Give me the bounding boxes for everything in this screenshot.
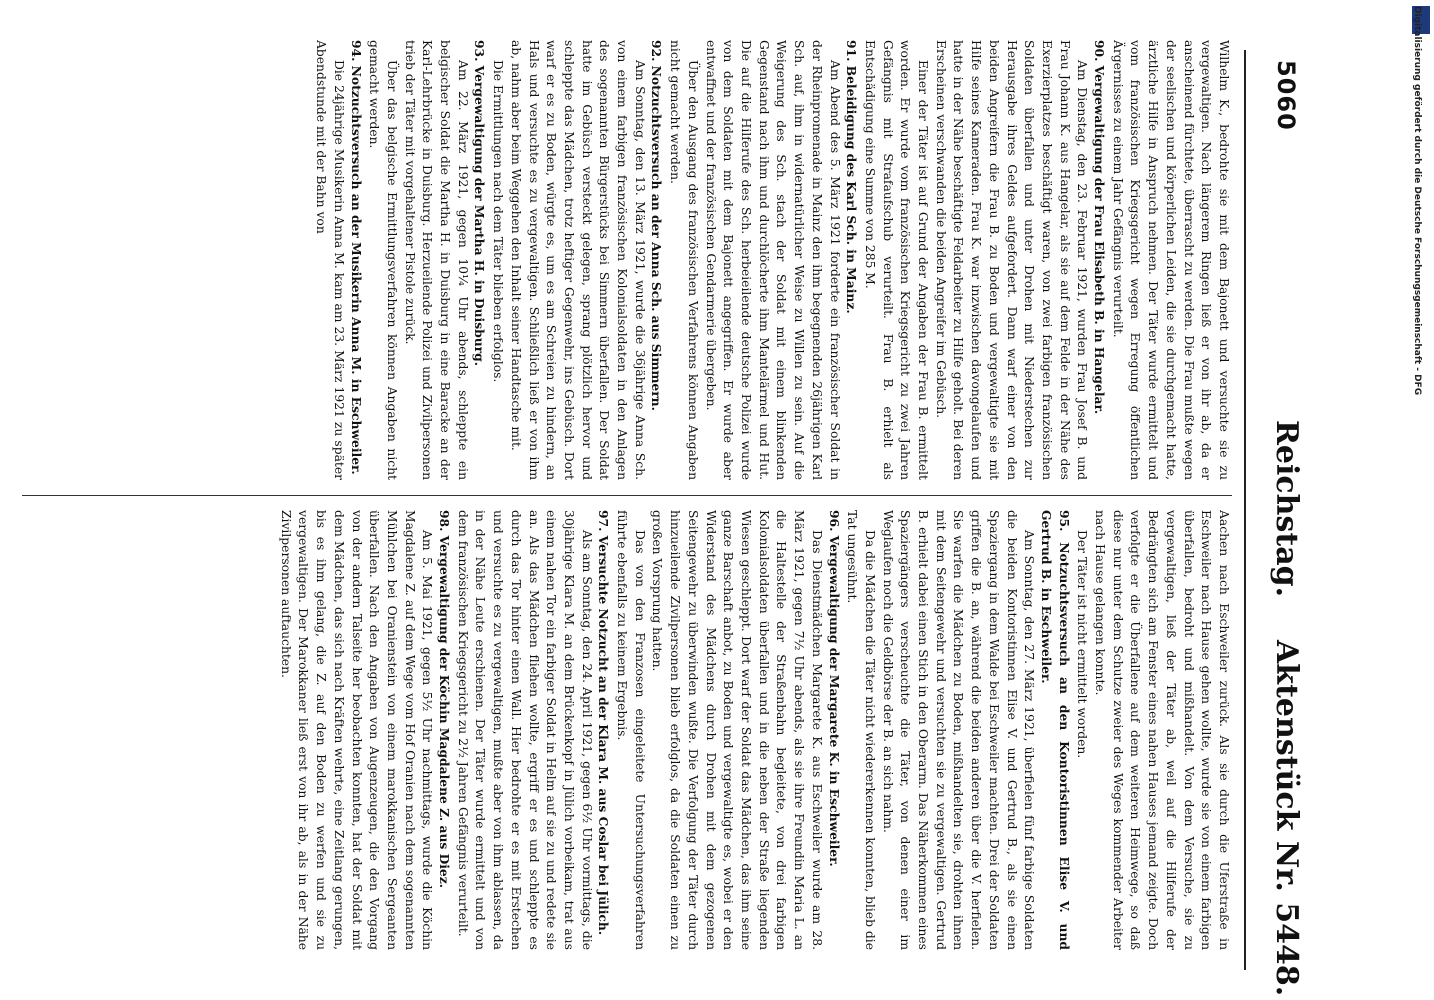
paragraph: Einer der Täter ist auf Grund der Angaben der Frau B. ermittelt worden. Er wurde vom französischen Kriegsgericht zu zwei Jahren Gefängnis mit Strafaufschub verurteilt. Frau B. erhielt als Entschädigung eine Summe von 285 M. — [862, 40, 931, 480]
paragraph: Am Abend des 5. März 1921 forderte ein französischer Soldat in der Rheinpromenade in Mainz den ihm begegnenden 26jährigen Karl Sch. auf, ihm in widernatürlicher Weise zu Willen zu sein. Auf die Weigerung des Sch. stach der Soldat mit einem blinkenden Gegenstand nach ihm und durchlöcherte ihm Mantelärmel und Hut. Die auf die Hilferufe des Sch. herbeieilende deutsche Polizei wurde von dem Soldaten mit dem Bajonett angegriffen. Er wurde aber entwaffnet und der französischen Gendarmerie übergeben. — [703, 40, 842, 480]
section-heading: 95. Notzuchtsversuch an den Kontoristinnen Elise V. und Gertrud B. in Eschweiler. — [1038, 510, 1072, 950]
section-heading: 98. Vergewaltigung der Köchin Magdalene Z. aus Diez. — [437, 510, 453, 889]
paragraph: Als am Sonntag, den 24. April 1921, gegen 6½ Uhr vormittags, die 30jährige Klara M. an dem Brückenkopf in Jülich vorbeikam, trat aus einem nahen Tor ein farbiger Soldat in Helm auf sie zu und redete sie an. Als das Mädchen fliehen wollte, ergriff er es und schleppte es durch das Tor hinter einen Wall. Hier bedrohte er es mit Erstechen und versuchte es zu vergewaltigen, mußte aber von ihm ablassen, da in der Nähe Leute erschienen. Der Täter wurde ermittelt und von dem französischen Kriegsgericht zu 2½ Jahren Gefängnis verurteilt. — [455, 510, 594, 950]
running-head: Reichstag. — [1269, 420, 1304, 598]
paragraph: Am Sonntag, den 13. März 1921, wurde die 36jährige Anna Sch. von einem farbigen französischen Kolonialsoldaten in den Anlagen des sogenannten Bürgerstücks bei Simmern überfallen. Der Soldat hatte im Gebüsch versteckt gelegen, sprang plötzlich hervor und schleppte das Mädchen, trotz heftiger Gegenwehr, ins Gebüsch. Dort warf er es zu Boden, würgte es, um es am Schreien zu hindern, an Hals und versuchte es zu vergewaltigen. Schließlich ließ er von ihm ab, nahm aber beim Weggehen den Inhalt seiner Handtasche mit. — [508, 40, 647, 480]
paragraph: Am 22. März 1921, gegen 10¼ Uhr abends, schleppte ein belgischer Soldat die Martha H. in Duisburg in eine Baracke an der Karl-Lehrbrücke in Duisburg. Herzueilende Polizei und Zivilpersonen trieb der Täter mit vorgehaltener Pistole zurück. — [402, 40, 470, 480]
section-heading: 96. Vergewaltigung der Margarete K. in Eschweiler. — [826, 510, 842, 867]
document-title: Aktenstück Nr. 5448. — [1269, 640, 1304, 997]
page-header — [1256, 0, 1306, 1000]
digitization-note-text: Digitalisierung gefördert durch die Deutsche Forschungsgemeinschaft - DFG — [1412, 6, 1422, 396]
paragraph: Der Täter ist nicht ermittelt worden. — [1075, 530, 1090, 759]
section-heading: 91. Beleidigung des Karl Sch. in Mainz. — [844, 40, 860, 314]
paragraph: Am Dienstag, den 23. Februar 1921, wurden Frau Josef B. und Frau Johann K. aus Hangelar, als sie auf dem Felde in der Nähe des Exerzierplatzes beschäftigt waren, von zwei farbigen französischen Soldaten überfallen und unter Drohen mit Niederstechen zur Herausgabe ihres Geldes aufgefordert. Dann warf einer von den beiden Angreifern die Frau B. zu Boden und vergewaltigte sie mit Hilfe seines Kameraden. Frau K. war inzwischen davongelaufen und hatte in der Nähe beschäftigte Feldarbeiter zu Hilfe geholt. Bei deren Erscheinen verschwanden die beiden Angreifer im Gebüsch. — [933, 40, 1090, 480]
section-heading: 94. Notzuchtsversuch an der Musikerin Anna M. in Eschweiler. — [348, 40, 364, 475]
paragraph: Das von den Franzosen eingeleitete Untersuchungsverfahren führte ebenfalls zu keinem Ergebnis. — [615, 510, 647, 950]
paragraph: Über den Ausgang des französischen Verfahrens können Angaben nicht gemacht werden. — [668, 40, 700, 480]
header-rule — [1244, 50, 1246, 970]
section-heading: 90. Vergewaltigung der Frau Elisabeth B. in Hangelar. — [1092, 40, 1108, 415]
paragraph: Die Ermittlungen nach dem Täter blieben erfolglos. — [491, 60, 506, 383]
page-number: 5060 — [1272, 60, 1300, 131]
paragraph: Wilhelm K., bedrohte sie mit dem Bajonett und versuchte sie zu vergewaltigen. Nach längerem Ringen ließ er von ihr ab, da er anscheinend fürchtete, überrascht zu werden. Die Frau mußte wegen der seelischen und körperlichen Leiden, die sie durchgemacht hatte, ärztliche Hilfe in Anspruch nehmen. Der Täter wurde ermittelt und vom französischen Kriegsgericht wegen Erregung öffentlichen Ärgernisses zu einem Jahr Gefängnis verurteilt. — [1110, 40, 1231, 480]
digitization-note — [1400, 0, 1434, 1000]
paragraph: Am Sonntag, den 27. März 1921, überfielen fünf farbige Soldaten die beiden Kontoristinnen Elise V. und Gertrud B., als sie einen Spaziergang in dem Walde bei Eschweiler machten. Drei der Soldaten griffen die B. an, während die beiden anderen über die V. herfielen. Sie warfen die Mädchen zu Boden, mißhandelten sie, drohten ihnen mit dem Seitengewehr und versuchten sie zu vergewaltigen. Gertrud B. erhielt dabei einen Stich in den Oberarm. Das Näherkommen eines Spaziergängers verscheuchte die Täter, von denen einer im Weglaufen noch die Geldbörse der B. an sich nahm. — [880, 510, 1037, 950]
paragraph: Die 24jährige Musikerin Anna M. kam am 23. März 1921 zu später Abendstunde mit der Bahn von — [314, 40, 346, 480]
section-heading: 97. Versuchte Notzucht an der Klara M. aus Coslar bei Jülich. — [596, 510, 612, 936]
paragraph: Am 5. Mai 1921, gegen 5½ Uhr nachmittags, wurde die Köchin Magdalene Z. auf dem Wege vom Hof Oranien nach dem sogenannten Mühlchen bei Oranienstein von einem marokkanischen Sergeanten überfallen. Nach den Angaben von Augenzeugen, die den Vorgang von der andern Talseite her beobachten konnten, hat der Soldat mit dem Mädchen, das sich nach Kräften wehrte, eine Zeitlang gerungen, bis es ihm gelang, die Z. auf den Boden zu werfen und sie zu vergewaltigen. Der Marokkaner ließ erst von ihr ab, als in der Nähe Zivilpersonen auftauchten. — [278, 510, 435, 950]
paragraph: Das Dienstmädchen Margarete K. aus Eschweiler wurde am 28. März 1921, gegen 7½ Uhr abends, als sie ihre Freundin Maria L. an die Haltestelle der Straßenbahn begleitete, von drei farbigen Kolonialsoldaten überfallen und in die neben der Straße liegenden Wiesen geschleppt. Dort warf der Soldat das Mädchen, das ihm seine ganze Barschaft anbot, zu Boden und vergewaltigte es, wobei er den Widerstand des Mädchens durch Drohen mit dem gezogenen Seitengewehr zu überwinden wußte. Die Verfolgung der Täter durch hinzueilende Zivilpersonen blieb erfolglos, da die Soldaten einen zu großen Vorsprung hatten. — [650, 510, 824, 950]
section-heading: 93. Vergewaltigung der Martha H. in Duisburg. — [472, 40, 488, 367]
paragraph: Da die Mädchen die Täter nicht wiedererkennen konnten, blieb die Tat ungesühnt. — [845, 510, 877, 950]
paragraph: Aachen nach Eschweiler zurück. Als sie durch die Uferstraße in Eschweiler nach Hause gehen wollte, wurde sie von einem farbigen überfallen, bedroht und mißhandelt. Von dem Versuche, sie zu vergewaltigen, ließ der Täter ab, weil auf die Hilferufe der Bedrängten sich am Fenster eines nahen Hauses jemand zeigte. Doch verfolgte er die Überfallene auf dem weiteren Heimwege, so daß diese nur unter dem Schutze zweier des Weges kommender Arbeiter nach Hause gelangen konnte. — [1093, 510, 1231, 950]
column-rule — [22, 495, 1232, 496]
left-column — [17, 40, 1232, 480]
section-heading: 92. Notzuchtsversuch an der Anna Sch. aus Simmern. — [649, 40, 665, 411]
right-column — [17, 510, 1232, 950]
paragraph: Über das belgische Ermittlungsverfahren können Angaben nicht gemacht werden. — [367, 40, 399, 480]
